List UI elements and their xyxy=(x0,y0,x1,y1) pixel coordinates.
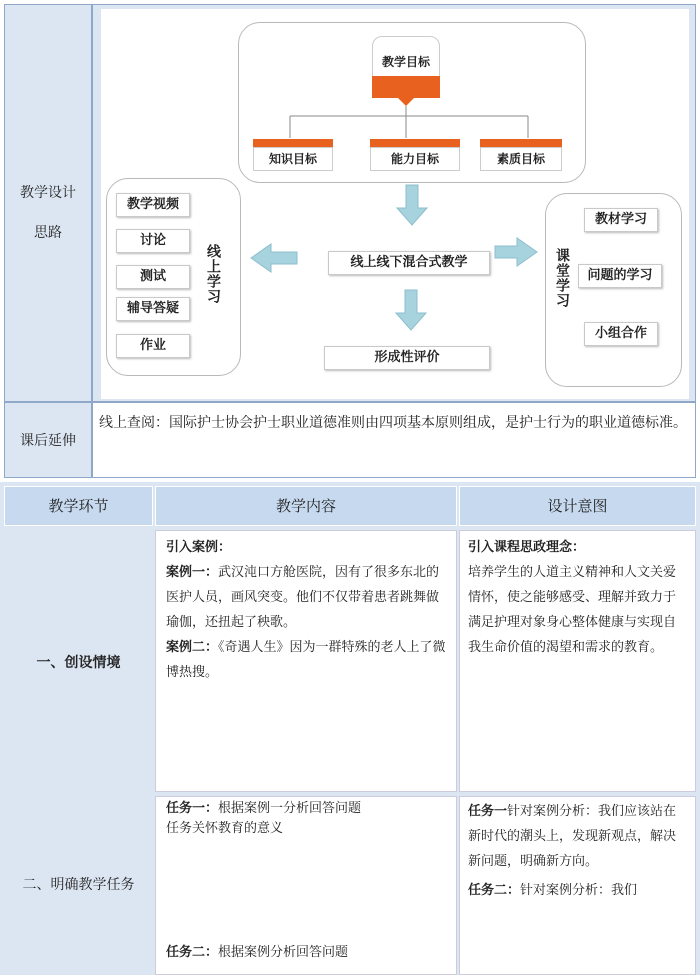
row2-task1-label: 任务一： xyxy=(166,801,219,816)
classroom-item: 教材学习 xyxy=(584,208,658,232)
row2-task1-text: 根据案例一分析回答问题 xyxy=(218,801,362,816)
row1-content-title: 引入案例： xyxy=(166,540,232,555)
goal-bar xyxy=(372,76,440,98)
design-label-line2: 思路 xyxy=(34,225,62,241)
after-class-label: 课后延伸 xyxy=(20,433,76,449)
after-class-cell xyxy=(92,402,696,478)
online-item: 测试 xyxy=(116,265,190,289)
row1-intent-title: 引入课程思政理念： xyxy=(468,540,586,555)
online-item: 教学视频 xyxy=(116,193,190,217)
classroom-label: 课堂学习 xyxy=(554,248,570,308)
design-label-cell xyxy=(4,4,92,402)
after-class-text: 线上查阅：国际护士协会护士职业道德准则由四项基本原则组成，是护士行为的职业道德标准。 xyxy=(99,415,687,431)
classroom-item: 问题的学习 xyxy=(578,264,662,288)
row2-content-cell xyxy=(155,796,457,975)
online-label: 线上学习 xyxy=(205,244,221,304)
sub-goal-ability: 能力目标 xyxy=(370,139,460,173)
classroom-item: 小组合作 xyxy=(584,322,658,346)
row1-case2-text: 《奇遇人生》因为一群特殊的老人上了微博热搜。 xyxy=(166,640,446,680)
sub-goal-quality: 素质目标 xyxy=(480,139,562,173)
row1-step: 一、创设情境 xyxy=(36,655,121,671)
row2-step: 二、明确教学任务 xyxy=(22,877,135,893)
center-label: 线上线下混合式教学 xyxy=(328,251,490,275)
row2-intent1-label: 任务一 xyxy=(468,804,508,819)
row2-task2-text: 根据案例分析回答问题 xyxy=(218,945,349,960)
online-item: 作业 xyxy=(116,334,190,358)
online-item: 讨论 xyxy=(116,229,190,253)
row1-content-cell xyxy=(155,530,457,792)
design-label-line1: 教学设计 xyxy=(20,185,76,201)
goal-connectors xyxy=(238,100,586,140)
sub-goal-knowledge: 知识目标 xyxy=(253,139,333,173)
row2-step-cell xyxy=(4,796,153,975)
header-intent: 设计意图 xyxy=(459,486,696,526)
row1-case1-text: 武汉沌口方舱医院，因有了很多东北的医护人员，画风突变。他们不仅带着患者跳舞做瑜伽，还扭起了秧歌。 xyxy=(166,565,440,630)
row1-case1-label: 案例一： xyxy=(166,565,219,580)
header-step: 教学环节 xyxy=(4,486,153,526)
after-class-label-cell xyxy=(4,402,92,478)
online-item: 辅导答疑 xyxy=(116,297,190,321)
row1-case2-label: 案例二： xyxy=(166,640,219,655)
row2-task2-label: 任务二： xyxy=(166,945,219,960)
row2-intent1-text: 针对案例分析：我们应该站在新时代的潮头上，发现新观点，解决新问题，明确新方向。 xyxy=(468,804,677,869)
row2-task1-line2: 任务关怀教育的意义 xyxy=(166,821,284,836)
row1-step-cell xyxy=(4,530,153,792)
row2-intent2-label: 任务二： xyxy=(468,883,521,898)
row2-intent-cell xyxy=(459,796,696,975)
row1-intent-text: 培养学生的人道主义精神和人文关爱情怀，使之能够感受、理解并致力于满足护理对象身心整体健康与实现自我生命价值的渴望和需求的教育。 xyxy=(468,565,677,655)
header-content: 教学内容 xyxy=(155,486,457,526)
row2-intent2-text: 针对案例分析：我们 xyxy=(520,883,638,898)
goal-label: 教学目标 xyxy=(381,55,430,69)
row1-intent-cell xyxy=(459,530,696,792)
evaluation-label: 形成性评价 xyxy=(324,346,490,370)
